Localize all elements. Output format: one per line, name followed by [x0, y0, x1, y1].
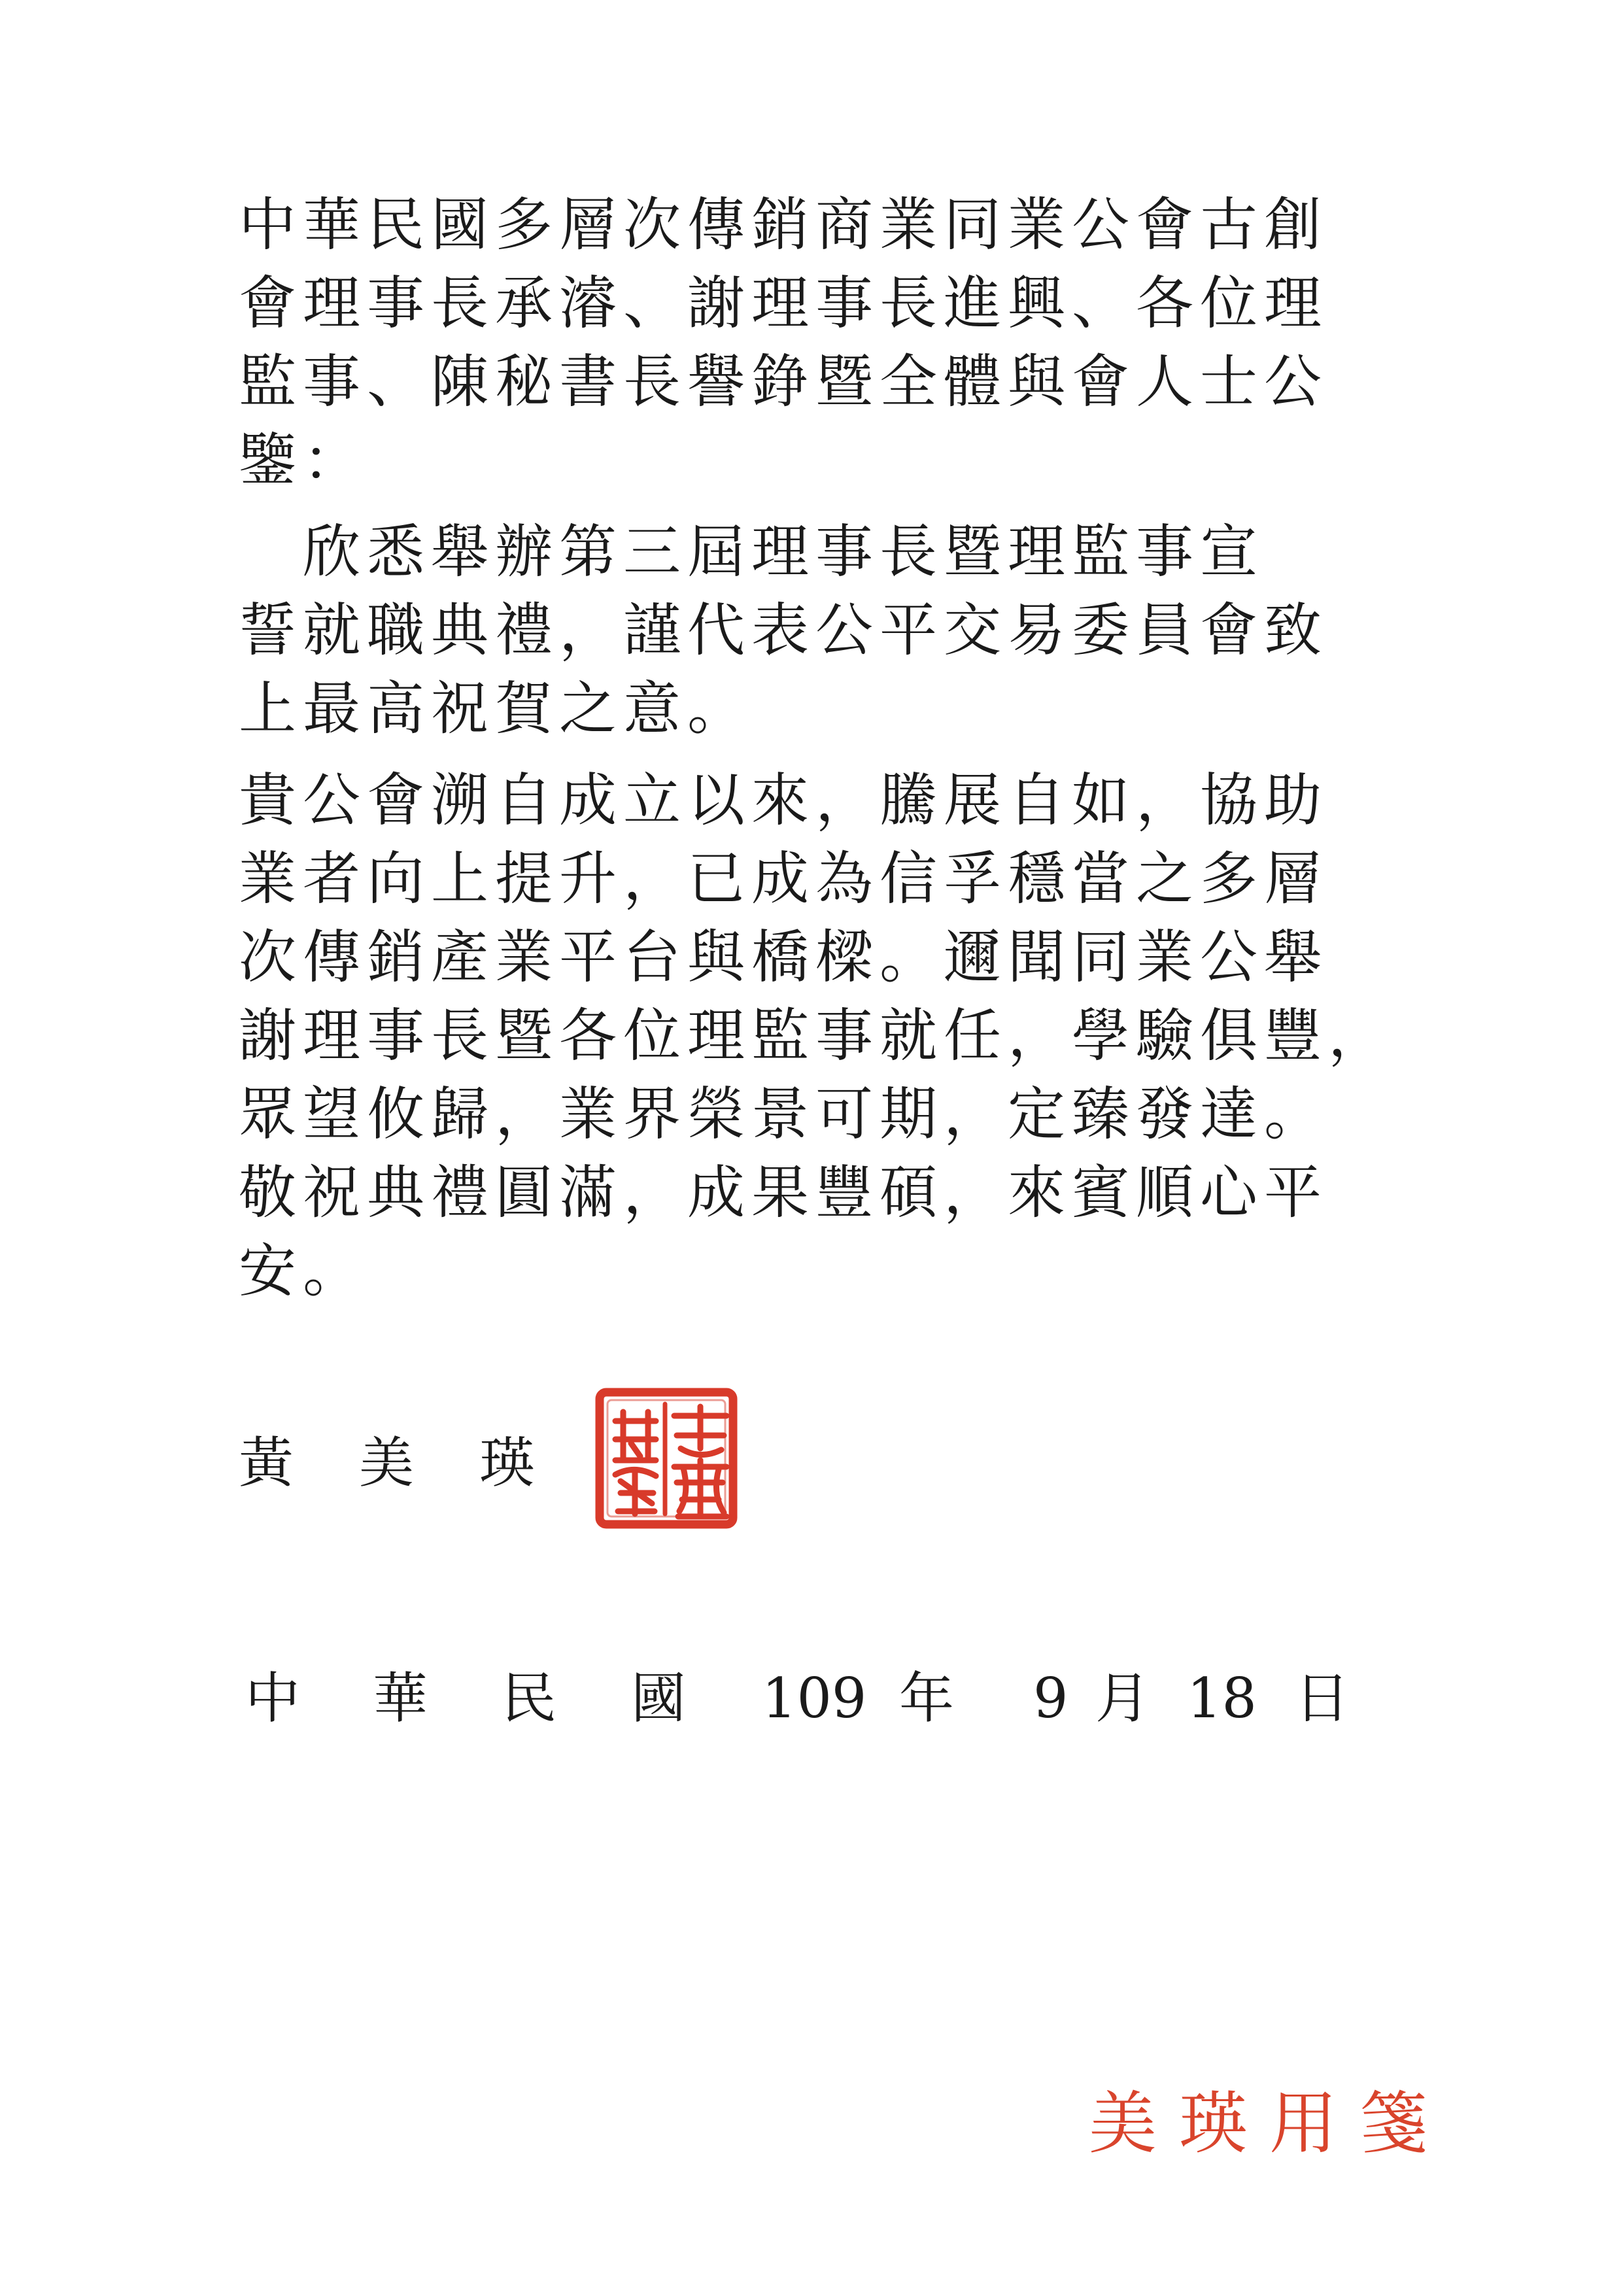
letter-line: 次傳銷產業平台與橋樑。邇聞同業公舉: [239, 923, 1329, 991]
letter-line: 會理事長承濬、謝理事長進興、各位理: [239, 269, 1329, 337]
letter-line: 眾望攸歸，業界榮景可期，定臻發達。: [239, 1080, 1329, 1148]
letter-line: 謝理事長暨各位理監事就任，學驗俱豐，: [239, 1002, 1393, 1069]
letter-line: 敬祝典禮圓滿，成果豐碩，來賓順心平: [239, 1159, 1329, 1226]
letterhead-mark: 美瑛用箋: [1089, 2083, 1450, 2163]
date-year-unit: 年: [899, 1666, 955, 1730]
letter-line: 鑒：: [239, 426, 367, 494]
date-year: 109: [762, 1666, 867, 1730]
letter-line: 貴公會溯自成立以來，騰展自如，協助: [239, 766, 1329, 834]
date-era-char: 國: [631, 1666, 687, 1730]
letter-line: 上最高祝賀之意。: [239, 675, 752, 742]
letter-line: 監事、陳秘書長譽錚暨全體與會人士公: [239, 348, 1329, 415]
signer-name: 黃美瑛: [239, 1431, 600, 1495]
date-era-char: 華: [373, 1666, 428, 1730]
date-day-unit: 日: [1295, 1666, 1350, 1730]
letter-line: 安。: [239, 1237, 367, 1305]
date-month-unit: 月: [1095, 1666, 1151, 1730]
date-era-char: 中: [245, 1666, 301, 1730]
red-seal-stamp-icon: [592, 1383, 742, 1534]
letter-line: 欣悉舉辦第三屆理事長暨理監事宣: [239, 518, 1265, 585]
date-row: [245, 1666, 1357, 1736]
date-month: 9: [1033, 1666, 1068, 1730]
letter-line: 誓就職典禮，謹代表公平交易委員會致: [239, 596, 1329, 664]
date-day: 18: [1187, 1666, 1257, 1730]
letter-line: 中華民國多層次傳銷商業同業公會古創: [239, 191, 1329, 258]
letter-line: 業者向上提升，已成為信孚穩當之多層: [239, 845, 1329, 912]
date-era-char: 民: [502, 1666, 557, 1730]
